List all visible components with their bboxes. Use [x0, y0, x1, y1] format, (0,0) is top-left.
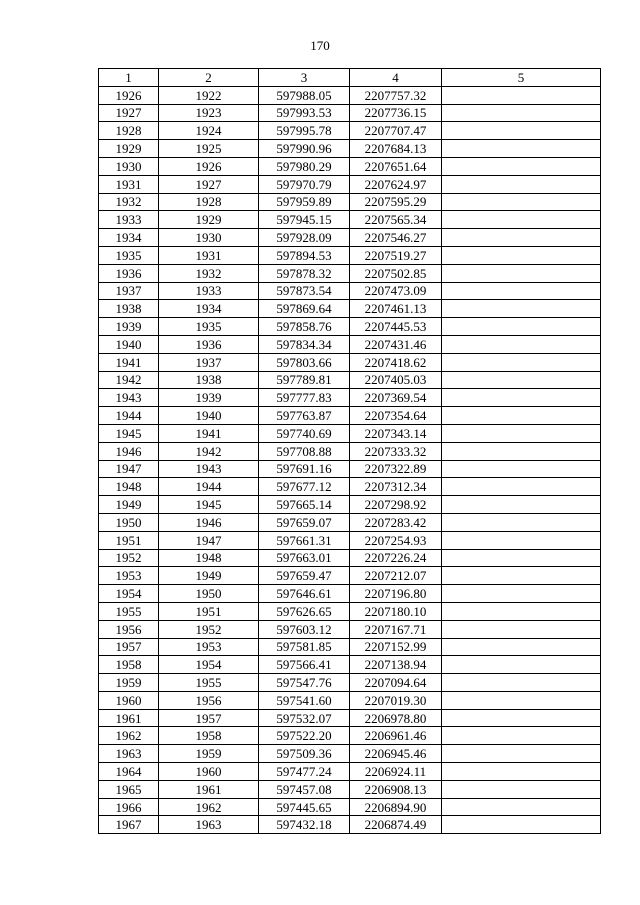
- table-row: [99, 602, 601, 620]
- table-cell: 597803.66: [259, 353, 350, 371]
- table-cell: [442, 674, 601, 692]
- table-cell: 1932: [159, 264, 259, 282]
- table-cell: 597432.18: [259, 816, 350, 834]
- table-row: [99, 140, 601, 158]
- table-row: [99, 211, 601, 229]
- table-row: [99, 745, 601, 763]
- table-row: [99, 478, 601, 496]
- table-row: [99, 674, 601, 692]
- table-cell: 597509.36: [259, 745, 350, 763]
- table-cell: 1948: [159, 549, 259, 567]
- table-row: [99, 442, 601, 460]
- table-cell: 2206894.90: [350, 798, 442, 816]
- table-row: [99, 727, 601, 745]
- table-cell: [442, 620, 601, 638]
- table-cell: [442, 567, 601, 585]
- table-cell: 1945: [159, 496, 259, 514]
- table-cell: 597646.61: [259, 585, 350, 603]
- table-cell: 1938: [159, 371, 259, 389]
- column-header: 1: [99, 69, 159, 87]
- table-cell: 2207736.15: [350, 104, 442, 122]
- table-row: [99, 763, 601, 781]
- table-cell: 1949: [99, 496, 159, 514]
- table-cell: 1958: [99, 656, 159, 674]
- table-cell: [442, 264, 601, 282]
- table-cell: 2207445.53: [350, 318, 442, 336]
- table-cell: 1955: [99, 602, 159, 620]
- table-cell: 1926: [99, 86, 159, 104]
- table-cell: 2207651.64: [350, 157, 442, 175]
- table-cell: 597603.12: [259, 620, 350, 638]
- table-cell: 2207519.27: [350, 246, 442, 264]
- column-header: 3: [259, 69, 350, 87]
- table-cell: 597626.65: [259, 602, 350, 620]
- table-row: [99, 86, 601, 104]
- table-cell: 1958: [159, 727, 259, 745]
- table-row: [99, 104, 601, 122]
- table-cell: [442, 157, 601, 175]
- table-cell: [442, 745, 601, 763]
- table-cell: 597873.54: [259, 282, 350, 300]
- table-cell: [442, 460, 601, 478]
- table-cell: 1953: [99, 567, 159, 585]
- table-cell: 1935: [159, 318, 259, 336]
- table-cell: 1946: [159, 513, 259, 531]
- table-row: [99, 567, 601, 585]
- table-cell: 2207322.89: [350, 460, 442, 478]
- table-cell: 1950: [99, 513, 159, 531]
- table-row: [99, 816, 601, 834]
- table-cell: [442, 638, 601, 656]
- table-cell: 1925: [159, 140, 259, 158]
- table-cell: 2207254.93: [350, 531, 442, 549]
- table-cell: 2207180.10: [350, 602, 442, 620]
- table-header-row: [99, 69, 601, 87]
- table-cell: 597834.34: [259, 335, 350, 353]
- table-cell: 1943: [99, 389, 159, 407]
- table-row: [99, 460, 601, 478]
- table-cell: 2206908.13: [350, 780, 442, 798]
- table-row: [99, 407, 601, 425]
- table-cell: 2207405.03: [350, 371, 442, 389]
- table-cell: 2207418.62: [350, 353, 442, 371]
- table-cell: 1929: [99, 140, 159, 158]
- table-cell: [442, 318, 601, 336]
- table-cell: 1924: [159, 122, 259, 140]
- table-body: [99, 86, 601, 833]
- table-cell: 597993.53: [259, 104, 350, 122]
- table-cell: 597708.88: [259, 442, 350, 460]
- table-cell: 1936: [99, 264, 159, 282]
- table-cell: 597677.12: [259, 478, 350, 496]
- table-cell: [442, 300, 601, 318]
- table-cell: 597959.89: [259, 193, 350, 211]
- table-cell: 1936: [159, 335, 259, 353]
- table-cell: 2207094.64: [350, 674, 442, 692]
- table-cell: [442, 282, 601, 300]
- table-cell: 1942: [159, 442, 259, 460]
- table-cell: 2207369.54: [350, 389, 442, 407]
- column-header: 5: [442, 69, 601, 87]
- table-cell: 1952: [159, 620, 259, 638]
- table-cell: [442, 798, 601, 816]
- table-cell: 2207343.14: [350, 424, 442, 442]
- table-cell: 1960: [159, 763, 259, 781]
- table-row: [99, 389, 601, 407]
- table-row: [99, 798, 601, 816]
- table-cell: 1965: [99, 780, 159, 798]
- table-cell: [442, 585, 601, 603]
- table-cell: [442, 763, 601, 781]
- table-cell: [442, 353, 601, 371]
- table-cell: [442, 86, 601, 104]
- table-cell: 2207298.92: [350, 496, 442, 514]
- table-cell: 1954: [159, 656, 259, 674]
- table-cell: 1923: [159, 104, 259, 122]
- table-cell: 1944: [159, 478, 259, 496]
- column-header: 4: [350, 69, 442, 87]
- table-cell: 597691.16: [259, 460, 350, 478]
- table-cell: [442, 407, 601, 425]
- table-cell: 1935: [99, 246, 159, 264]
- coordinates-table: [98, 68, 601, 834]
- table-cell: [442, 229, 601, 247]
- table-row: [99, 531, 601, 549]
- table-cell: 1944: [99, 407, 159, 425]
- column-header: 2: [159, 69, 259, 87]
- table-cell: [442, 371, 601, 389]
- table-cell: 1950: [159, 585, 259, 603]
- table-row: [99, 780, 601, 798]
- table-cell: 1951: [99, 531, 159, 549]
- table-cell: 1937: [99, 282, 159, 300]
- table-row: [99, 496, 601, 514]
- table-cell: 2207565.34: [350, 211, 442, 229]
- table-cell: 2206924.11: [350, 763, 442, 781]
- table-cell: 597566.41: [259, 656, 350, 674]
- table-row: [99, 282, 601, 300]
- table-cell: 1930: [159, 229, 259, 247]
- table-cell: [442, 389, 601, 407]
- table-row: [99, 513, 601, 531]
- table-cell: [442, 780, 601, 798]
- table-cell: 1932: [99, 193, 159, 211]
- table-cell: 1930: [99, 157, 159, 175]
- table-cell: 2207138.94: [350, 656, 442, 674]
- table-cell: [442, 656, 601, 674]
- table-cell: 1933: [99, 211, 159, 229]
- table-row: [99, 424, 601, 442]
- table-cell: 1922: [159, 86, 259, 104]
- table-cell: 597980.29: [259, 157, 350, 175]
- table-cell: 2206978.80: [350, 709, 442, 727]
- table-cell: 1934: [99, 229, 159, 247]
- table-cell: 1955: [159, 674, 259, 692]
- table-cell: 1931: [159, 246, 259, 264]
- table-cell: 1937: [159, 353, 259, 371]
- table-row: [99, 335, 601, 353]
- table-cell: 597541.60: [259, 691, 350, 709]
- table-cell: 1951: [159, 602, 259, 620]
- table-cell: 1957: [99, 638, 159, 656]
- table-cell: [442, 193, 601, 211]
- table-cell: 1929: [159, 211, 259, 229]
- table-cell: 597789.81: [259, 371, 350, 389]
- table-cell: 1939: [159, 389, 259, 407]
- table-row: [99, 585, 601, 603]
- table-cell: 1957: [159, 709, 259, 727]
- table-cell: [442, 122, 601, 140]
- table-cell: 597532.07: [259, 709, 350, 727]
- table-cell: 2206945.46: [350, 745, 442, 763]
- table-cell: 1940: [99, 335, 159, 353]
- table-cell: 2207546.27: [350, 229, 442, 247]
- table-cell: 597663.01: [259, 549, 350, 567]
- table-row: [99, 549, 601, 567]
- table-cell: 2206874.49: [350, 816, 442, 834]
- table-cell: 1939: [99, 318, 159, 336]
- table-cell: 2207019.30: [350, 691, 442, 709]
- table-cell: 597777.83: [259, 389, 350, 407]
- table-cell: 1967: [99, 816, 159, 834]
- table-cell: [442, 549, 601, 567]
- table-cell: [442, 424, 601, 442]
- table-cell: 2207354.64: [350, 407, 442, 425]
- table-cell: 597740.69: [259, 424, 350, 442]
- table-row: [99, 709, 601, 727]
- table-cell: 597945.15: [259, 211, 350, 229]
- table-cell: 597928.09: [259, 229, 350, 247]
- table-row: [99, 353, 601, 371]
- table-cell: 597457.08: [259, 780, 350, 798]
- table-cell: 597878.32: [259, 264, 350, 282]
- table-cell: [442, 478, 601, 496]
- table-row: [99, 620, 601, 638]
- table-row: [99, 175, 601, 193]
- table-cell: 1945: [99, 424, 159, 442]
- table-cell: 1938: [99, 300, 159, 318]
- table-cell: [442, 496, 601, 514]
- table-cell: 1956: [99, 620, 159, 638]
- table-row: [99, 656, 601, 674]
- table-cell: 1934: [159, 300, 259, 318]
- table-cell: 2207707.47: [350, 122, 442, 140]
- table-cell: 2207226.24: [350, 549, 442, 567]
- table-cell: [442, 246, 601, 264]
- table-cell: 2207757.32: [350, 86, 442, 104]
- table-cell: [442, 709, 601, 727]
- table-cell: 597858.76: [259, 318, 350, 336]
- table-cell: 597445.65: [259, 798, 350, 816]
- table-cell: 1963: [99, 745, 159, 763]
- table-cell: 1947: [99, 460, 159, 478]
- table-row: [99, 157, 601, 175]
- table-cell: 1962: [99, 727, 159, 745]
- table-cell: 597869.64: [259, 300, 350, 318]
- table-cell: [442, 513, 601, 531]
- table-cell: 1956: [159, 691, 259, 709]
- table-cell: 1933: [159, 282, 259, 300]
- table-cell: [442, 602, 601, 620]
- table-cell: 597894.53: [259, 246, 350, 264]
- table-cell: [442, 335, 601, 353]
- table-cell: 597988.05: [259, 86, 350, 104]
- table-cell: 1964: [99, 763, 159, 781]
- table-cell: 2207431.46: [350, 335, 442, 353]
- table-cell: 1953: [159, 638, 259, 656]
- table-cell: [442, 691, 601, 709]
- table-cell: 1927: [99, 104, 159, 122]
- table-cell: 1963: [159, 816, 259, 834]
- table-row: [99, 300, 601, 318]
- table-cell: 1960: [99, 691, 159, 709]
- table-cell: 1961: [159, 780, 259, 798]
- table-cell: 597659.07: [259, 513, 350, 531]
- table-cell: 1946: [99, 442, 159, 460]
- table-cell: 1954: [99, 585, 159, 603]
- table-cell: [442, 211, 601, 229]
- table-cell: 1943: [159, 460, 259, 478]
- table-row: [99, 371, 601, 389]
- table-cell: 1966: [99, 798, 159, 816]
- table-cell: 597659.47: [259, 567, 350, 585]
- table-cell: 2207333.32: [350, 442, 442, 460]
- table-cell: 2206961.46: [350, 727, 442, 745]
- table-cell: [442, 140, 601, 158]
- table-cell: 2207167.71: [350, 620, 442, 638]
- table-cell: 597547.76: [259, 674, 350, 692]
- table-cell: 2207312.34: [350, 478, 442, 496]
- table-cell: [442, 727, 601, 745]
- table-row: [99, 318, 601, 336]
- table-cell: 2207196.80: [350, 585, 442, 603]
- table-cell: 1926: [159, 157, 259, 175]
- table-cell: [442, 531, 601, 549]
- table-cell: [442, 175, 601, 193]
- table-cell: 1949: [159, 567, 259, 585]
- table-row: [99, 246, 601, 264]
- table-row: [99, 193, 601, 211]
- table-cell: 1948: [99, 478, 159, 496]
- table-cell: 597665.14: [259, 496, 350, 514]
- table-cell: 2207502.85: [350, 264, 442, 282]
- table-cell: 2207624.97: [350, 175, 442, 193]
- table-cell: 1940: [159, 407, 259, 425]
- table-cell: [442, 816, 601, 834]
- table-row: [99, 122, 601, 140]
- table-cell: 1962: [159, 798, 259, 816]
- table-row: [99, 229, 601, 247]
- table-row: [99, 691, 601, 709]
- table-cell: 1961: [99, 709, 159, 727]
- table-cell: 2207461.13: [350, 300, 442, 318]
- table-cell: 1941: [159, 424, 259, 442]
- table-cell: 2207152.99: [350, 638, 442, 656]
- table-cell: 1928: [159, 193, 259, 211]
- table-cell: 597661.31: [259, 531, 350, 549]
- table-cell: 1959: [159, 745, 259, 763]
- table-cell: 1959: [99, 674, 159, 692]
- table-row: [99, 264, 601, 282]
- table-cell: 1942: [99, 371, 159, 389]
- table-cell: [442, 104, 601, 122]
- table-cell: 2207684.13: [350, 140, 442, 158]
- table-cell: 597763.87: [259, 407, 350, 425]
- table-cell: 1947: [159, 531, 259, 549]
- table-cell: 2207212.07: [350, 567, 442, 585]
- page-number: 170: [310, 38, 330, 53]
- table-cell: 1941: [99, 353, 159, 371]
- table-cell: [442, 442, 601, 460]
- table-cell: 597990.96: [259, 140, 350, 158]
- table-cell: 2207283.42: [350, 513, 442, 531]
- table-cell: 1928: [99, 122, 159, 140]
- table-cell: 597995.78: [259, 122, 350, 140]
- table-cell: 1927: [159, 175, 259, 193]
- table-row: [99, 638, 601, 656]
- table-cell: 2207473.09: [350, 282, 442, 300]
- table-cell: 2207595.29: [350, 193, 442, 211]
- table-cell: 1931: [99, 175, 159, 193]
- table-cell: 597581.85: [259, 638, 350, 656]
- table-cell: 1952: [99, 549, 159, 567]
- table-cell: 597522.20: [259, 727, 350, 745]
- table-cell: 597477.24: [259, 763, 350, 781]
- table-cell: 597970.79: [259, 175, 350, 193]
